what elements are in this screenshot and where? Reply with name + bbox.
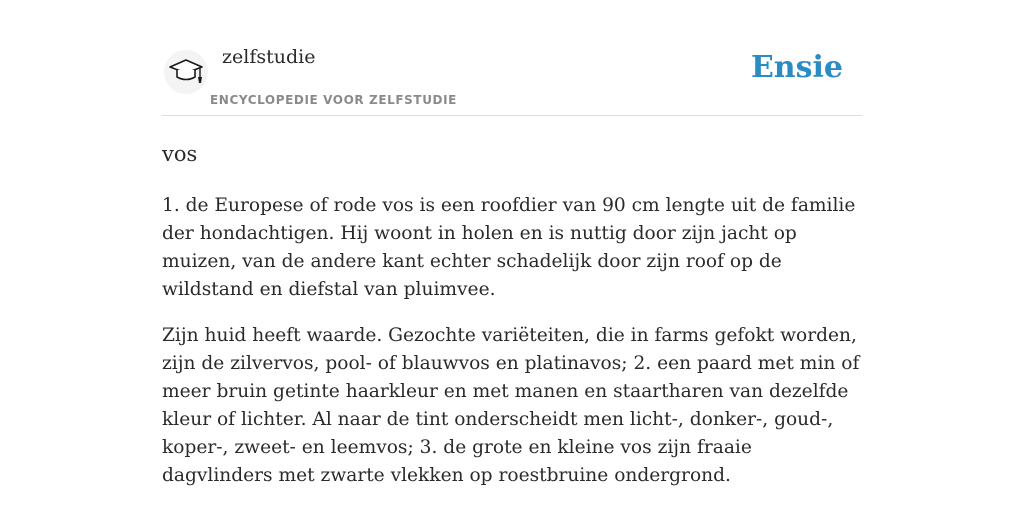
graduation-cap-icon[interactable] xyxy=(164,50,208,94)
entry-body xyxy=(162,192,862,508)
site-header xyxy=(162,40,862,116)
entry-title: vos xyxy=(162,142,198,166)
site-title-link[interactable]: zelfstudie xyxy=(222,46,316,68)
entry-paragraph: 1. de Europese of rode vos is een roofdier van 90 cm lengte uit de familie der hondachtigen. Hij woont in holen en is nuttig door zijn jacht op muizen, van de andere kant echter schadelijk door zijn roof op de wildstand en diefstal van pluimvee. xyxy=(162,195,856,300)
site-subtitle: ENCYCLOPEDIE VOOR ZELFSTUDIE xyxy=(210,93,457,107)
entry-paragraph: Zijn huid heeft waarde. Gezochte variëteiten, die in farms gefokt worden, zijn de zilvervos, pool- of blauwvos en platinavos; 2. een paard met min of meer bruin getinte haarkleur en met manen en staartharen van dezelfde kleur of lichter. Al naar de tint onderscheidt men licht-, donker-, goud-, koper-, zweet- en leemvos; 3. de grote en kleine vos zijn fraaie dagvlinders met zwarte vlekken op roestbruine ondergrond. xyxy=(162,325,860,486)
ensie-brand-link[interactable]: Ensie xyxy=(750,50,843,85)
